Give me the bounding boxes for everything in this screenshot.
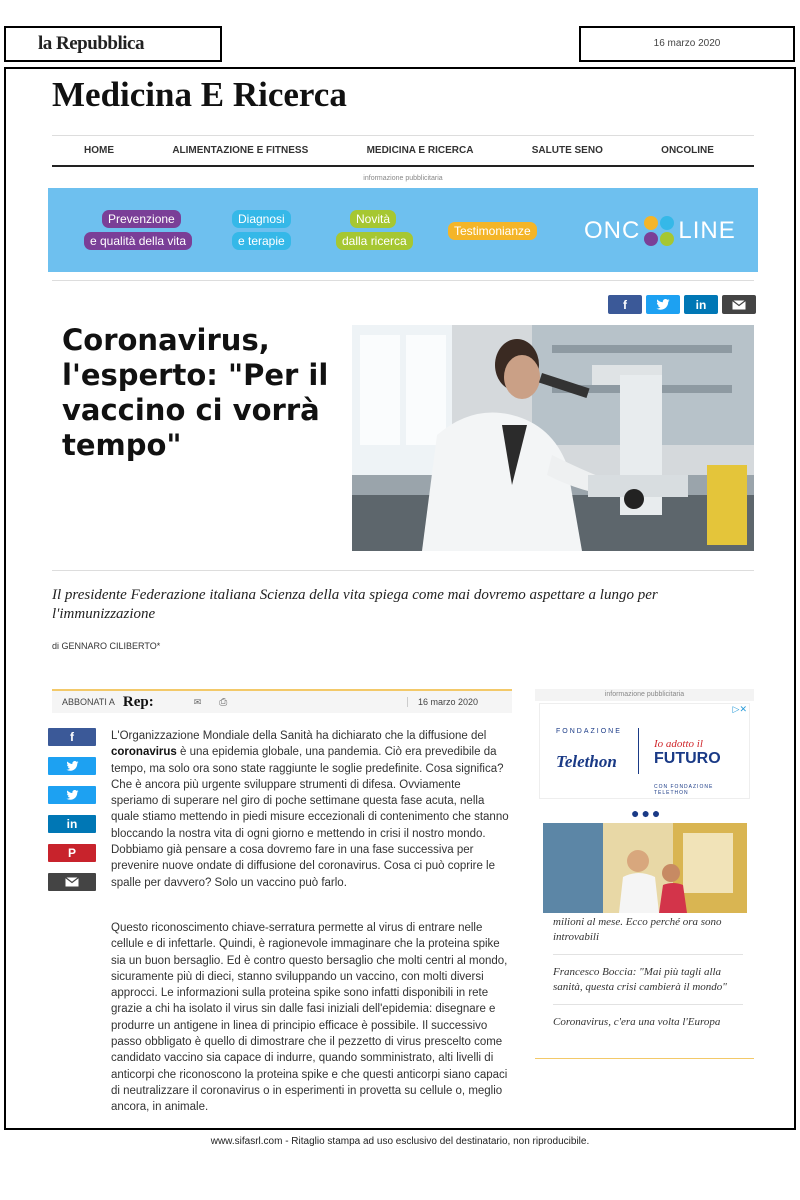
linkedin-share-icon[interactable]: in — [48, 815, 96, 833]
sidebar-related-list — [553, 915, 743, 1049]
banner-terapie[interactable]: e terapie — [232, 232, 291, 250]
subscribe-bar — [52, 689, 512, 713]
banner-qualita[interactable]: e qualità della vita — [84, 232, 192, 250]
rep-logo[interactable]: Rep: — [122, 693, 154, 710]
ad-futuro: FUTURO — [654, 750, 721, 767]
sidebar — [535, 689, 754, 1059]
footer-note: www.sifasrl.com - Ritaglio stampa ad uso esclusivo del destinatario, non riproducibile. — [210, 1136, 590, 1147]
twitter-share-icon[interactable] — [48, 786, 96, 804]
mail-share-icon[interactable] — [48, 873, 96, 891]
paragraph-text: L'Organizzazione Mondiale della Sanità ha dichiarato che la diffusione del — [111, 730, 487, 742]
main-nav — [52, 135, 754, 167]
banner-ricerca[interactable]: dalla ricerca — [336, 232, 413, 250]
telethon-ad[interactable] — [539, 703, 750, 799]
ad-con-fondazione: CON FONDAZIONE TELETHON — [654, 784, 714, 796]
repubblica-logo: la Repubblica — [38, 33, 144, 54]
pinterest-share-icon[interactable]: P — [48, 844, 96, 862]
date-box — [579, 26, 795, 62]
ad-fondazione: FONDAZIONE — [556, 728, 622, 735]
share-bar-side — [48, 728, 96, 902]
oncoline-logo — [584, 216, 736, 246]
mail-share-icon[interactable] — [722, 295, 756, 314]
related-link[interactable]: Coronavirus, c'era una volta l'Europa — [553, 1016, 721, 1028]
clipping-frame — [4, 67, 796, 1130]
related-link[interactable]: Francesco Boccia: "Mai più tagli alla sanità, questa crisi cambierà il mondo" — [553, 965, 743, 1005]
nav-item-oncoline[interactable]: ONCOLINE — [661, 145, 714, 156]
envelope-icon[interactable]: ✉ — [193, 696, 202, 707]
subscribe-date: 16 marzo 2020 — [407, 697, 478, 707]
paragraph-bold-keyword: coronavirus — [111, 746, 177, 759]
nav-item-medicina[interactable]: MEDICINA E RICERCA — [366, 145, 474, 156]
article-byline: di GENNARO CILIBERTO* — [52, 641, 161, 651]
banner-novita[interactable]: Novità — [350, 210, 396, 228]
adchoices-icon[interactable]: ▷✕ — [732, 704, 747, 714]
article-photo — [352, 325, 754, 551]
ad-divider — [638, 728, 639, 774]
article-lead: Il presidente Federazione italiana Scienza della vita spiega come mai dovremo aspettare a lungo per l'immunizzazione — [52, 587, 658, 622]
oncoline-logo-left: ONC — [584, 217, 641, 244]
logo-box — [4, 26, 222, 62]
banner-prevenzione[interactable]: Prevenzione — [102, 210, 181, 228]
nav-item-salute-seno[interactable]: SALUTE SENO — [531, 145, 603, 156]
nav-item-alimentazione[interactable]: ALIMENTAZIONE E FITNESS — [172, 145, 309, 156]
article-headline: Coronavirus, l'esperto: "Per il vaccino ci vorrà tempo" — [62, 323, 329, 462]
sidebar-photo[interactable] — [543, 823, 747, 913]
article-paragraph-1 — [111, 728, 511, 891]
oncoline-puzzle-icon — [644, 216, 674, 246]
banner-testimonianze[interactable]: Testimonianze — [448, 222, 537, 240]
linkedin-share-icon[interactable]: in — [684, 295, 718, 314]
sidebar-ad-label: informazione pubblicitaria — [535, 689, 754, 701]
banner-diagnosi[interactable]: Diagnosi — [232, 210, 291, 228]
oncoline-logo-right: LINE — [678, 217, 736, 244]
ad-label: informazione pubblicitaria — [363, 175, 443, 182]
facebook-share-icon[interactable]: f — [48, 728, 96, 746]
ad-adottato: Io adotto il — [654, 738, 703, 750]
share-bar-top — [608, 295, 756, 314]
facebook-share-icon[interactable]: f — [608, 295, 642, 314]
twitter-share-icon[interactable] — [48, 757, 96, 775]
ad-telethon: Telethon — [556, 752, 617, 771]
print-icon[interactable]: ⎙ — [219, 696, 228, 708]
related-link[interactable]: milioni al mese. Ecco perché ora sono introvabili — [553, 915, 743, 955]
twitter-share-icon[interactable] — [646, 295, 680, 314]
article-paragraph-2: Questo riconoscimento chiave-serratura permette al virus di entrare nelle cellule e di infettarle. Quindi, è ragionevole immaginare che la proteina spike sia un buon bersaglio. Ed è contro questo bersaglio che molti centri al mondo, sicuramente più di dieci, stanno sviluppando un vaccino, con molti diversi approcci. Le informazioni sulla proteina spike sono infatti disponibili in rete grazie a chi ha isolato il virus sin dalle fasi iniziali dell'epidemia: disegnare e produrre un antigene in linea di principio efficace è possibile. Il successivo passo obbligato è quello di dimostrare che il pezzetto di virus prescelto come candidato vaccino sia capace di indurre, quando somministrato, alti livelli di anticorpi che riconoscono la proteina spike e che questi anticorpi siano capaci di neutralizzare il coronavirus o in esperimenti in provetta su cellule o, meglio ancora, in animale. — [111, 922, 508, 1114]
header-date: 16 marzo 2020 — [653, 38, 721, 49]
divider — [52, 280, 754, 281]
oncoline-banner[interactable] — [48, 188, 758, 272]
subscribe-label[interactable]: ABBONATI A — [62, 697, 115, 707]
paragraph-text: è una epidemia globale, una pandemia. Ciò era prevedibile da tempo, ma solo ora sono state raggiunte le soglie predefinite. Cosa significa? Che è ancora più urgente sviluppare strumenti di difesa. Ovviamente speriamo di superare nel giro di poche settimane questa fase acuta, nella quale stiamo mettendo in piedi misure eccezionali di contenimento che stanno bloccando la nostra vita di ogni giorno e mettendo in crisi il nostro mondo. Dobbiamo già pensare a cosa dovremo fare in una fase successiva per prevenire nuove ondate di diffusione del coronavirus. Cosa ci può coprire le spalle per davvero? Solo un vaccino può farlo. — [111, 746, 509, 889]
section-title: Medicina E Ricerca — [52, 75, 347, 114]
divider — [52, 570, 754, 571]
nav-item-home[interactable]: HOME — [84, 145, 114, 156]
sidebar-bottom-line — [535, 1058, 754, 1059]
carousel-dots[interactable]: ●●● — [631, 805, 663, 821]
